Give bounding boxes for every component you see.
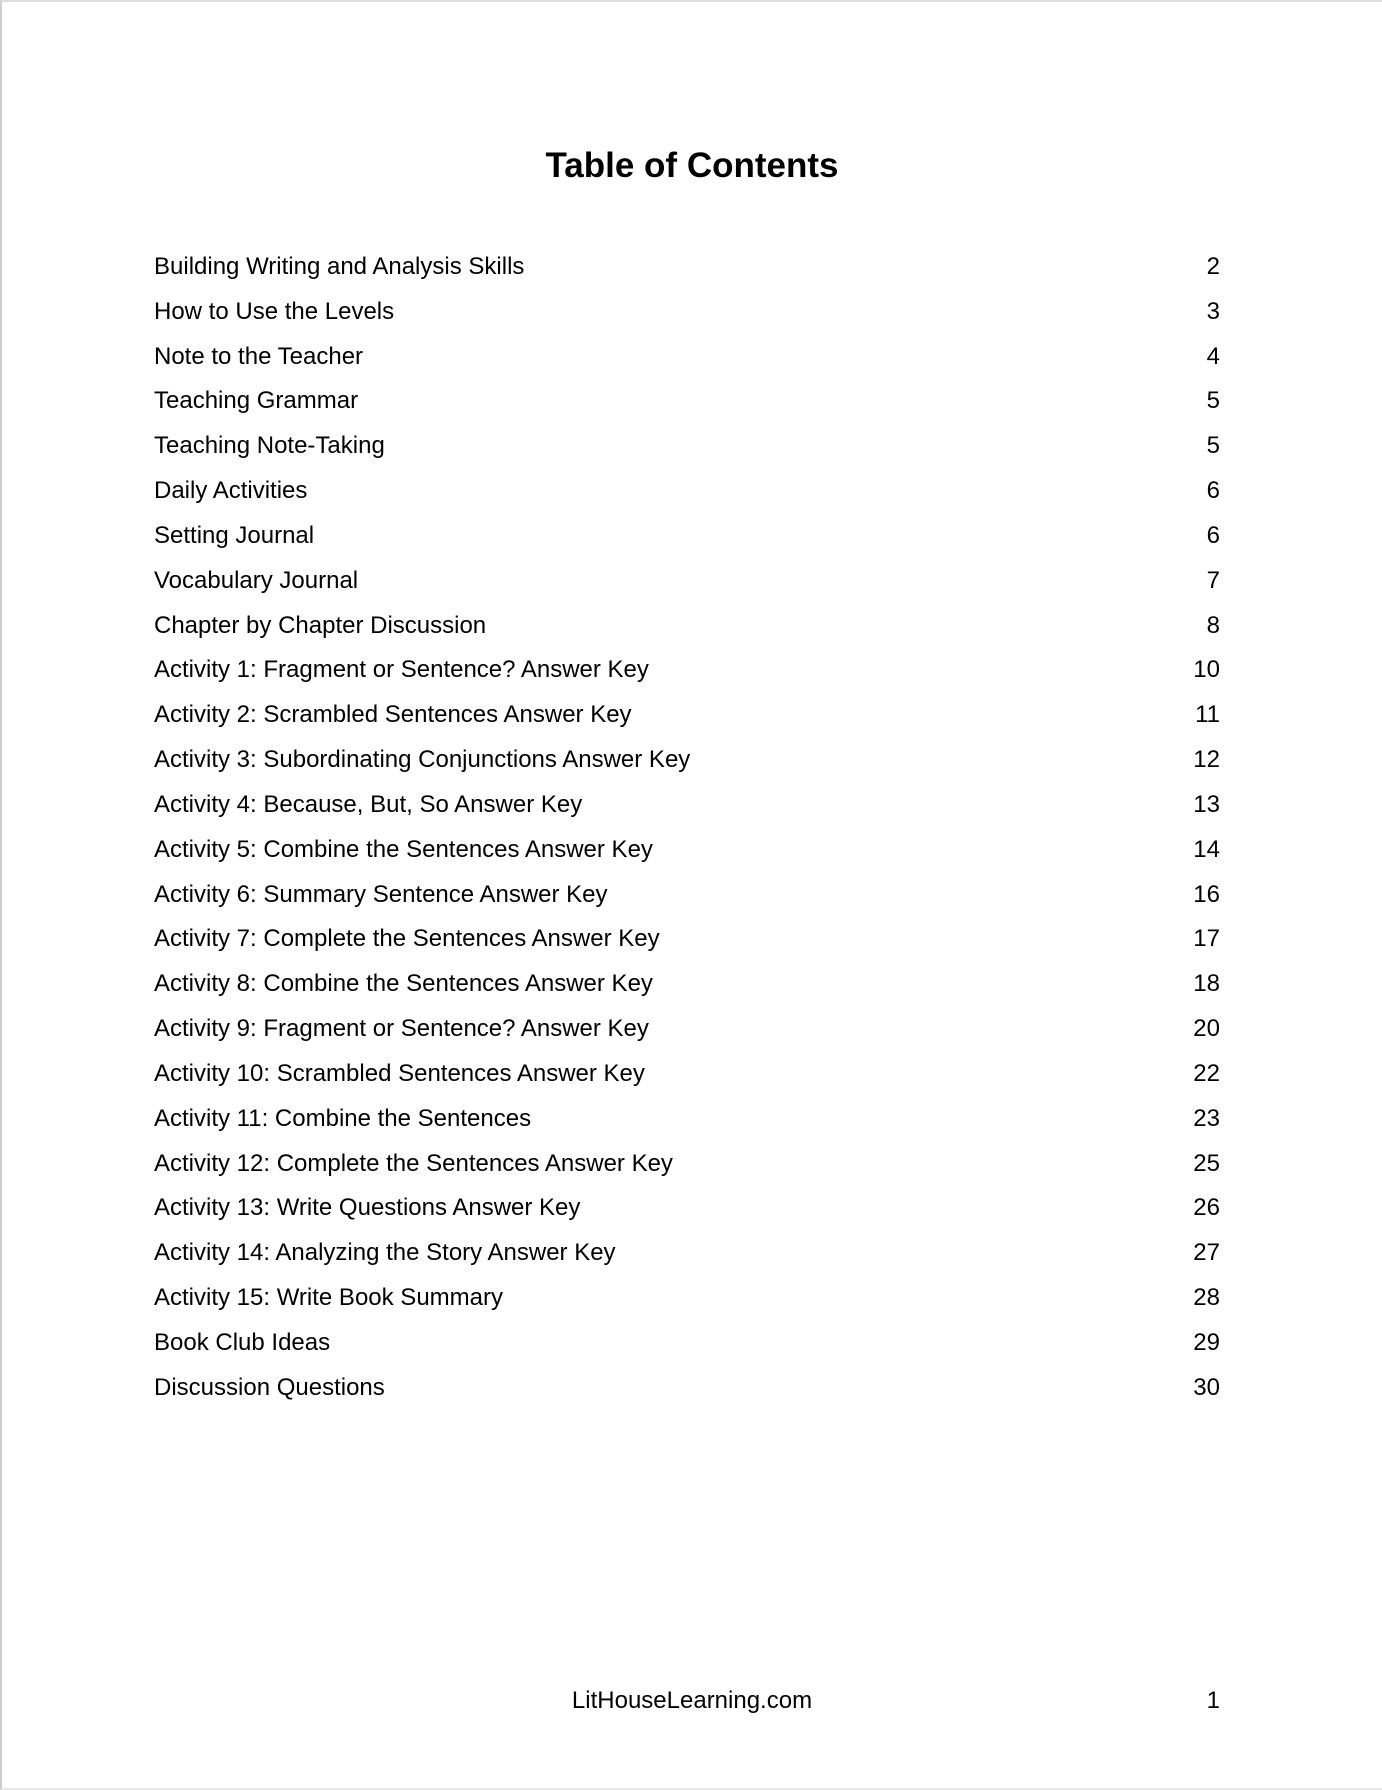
toc-entry-label: Activity 1: Fragment or Sentence? Answer Key [154, 656, 649, 684]
toc-row [154, 1193, 1220, 1238]
toc-entry-page-number: 18 [1193, 970, 1220, 998]
toc-row [154, 1283, 1220, 1328]
toc-entry-page-number: 4 [1206, 342, 1220, 370]
toc-entry-page-number: 12 [1193, 746, 1220, 774]
toc-entry-label: Vocabulary Journal [154, 566, 359, 594]
toc-row [154, 655, 1220, 700]
toc-row [154, 386, 1220, 431]
toc-entry-page-number: 27 [1193, 1239, 1220, 1267]
toc-entry-page-number: 29 [1193, 1328, 1220, 1356]
page-footer [2, 1686, 1382, 1718]
toc-row [154, 790, 1220, 835]
toc-entry-label: Activity 15: Write Book Summary [154, 1284, 503, 1312]
toc-entry-label: Note to the Teacher [154, 342, 364, 370]
toc-row [154, 1014, 1220, 1059]
toc-entry-label: Activity 10: Scrambled Sentences Answer Key [154, 1059, 645, 1087]
toc-entry-label: Activity 8: Combine the Sentences Answer Key [154, 970, 653, 998]
toc-entry-page-number: 5 [1206, 387, 1220, 415]
toc-entry-label: Activity 14: Analyzing the Story Answer Key [154, 1239, 616, 1267]
toc-entry-page-number: 14 [1193, 835, 1220, 863]
footer-page-number: 1 [1206, 1687, 1220, 1714]
toc-entry-label: Discussion Questions [154, 1373, 385, 1401]
toc-row [154, 297, 1220, 342]
toc-row [154, 521, 1220, 566]
toc-entry-page-number: 5 [1206, 432, 1220, 460]
toc-entry-page-number: 26 [1193, 1194, 1220, 1222]
toc-entry-label: How to Use the Levels [154, 297, 395, 325]
toc-row [154, 969, 1220, 1014]
toc-row [154, 476, 1220, 521]
toc-entry-page-number: 11 [1195, 701, 1220, 729]
toc-entry-label: Activity 13: Write Questions Answer Key [154, 1194, 581, 1222]
toc-entry-label: Activity 7: Complete the Sentences Answer Key [154, 925, 660, 953]
toc-row [154, 880, 1220, 925]
toc-entry-label: Daily Activities [154, 477, 308, 505]
table-of-contents [154, 252, 1220, 1418]
toc-row [154, 700, 1220, 745]
toc-entry-label: Activity 6: Summary Sentence Answer Key [154, 880, 608, 908]
toc-row [154, 1238, 1220, 1283]
toc-entry-label: Activity 4: Because, But, So Answer Key [154, 790, 583, 818]
toc-entry-label: Activity 3: Subordinating Conjunctions Answer Key [154, 746, 691, 774]
toc-entry-label: Book Club Ideas [154, 1328, 331, 1356]
toc-row [154, 252, 1220, 297]
toc-entry-page-number: 2 [1206, 253, 1220, 280]
toc-entry-page-number: 16 [1193, 880, 1220, 908]
toc-entry-page-number: 13 [1193, 790, 1220, 818]
toc-entry-page-number: 6 [1206, 521, 1220, 549]
toc-row [154, 745, 1220, 790]
toc-entry-page-number: 23 [1193, 1104, 1220, 1132]
toc-row [154, 566, 1220, 611]
toc-entry-page-number: 17 [1193, 925, 1220, 953]
toc-entry-label: Chapter by Chapter Discussion [154, 611, 487, 639]
footer-site-text: LitHouseLearning.com [571, 1687, 813, 1714]
toc-row [154, 1373, 1220, 1418]
toc-entry-page-number: 6 [1206, 477, 1220, 505]
toc-entry-label: Activity 12: Complete the Sentences Answer Key [154, 1149, 673, 1177]
toc-entry-label: Setting Journal [154, 521, 315, 549]
toc-entry-page-number: 28 [1193, 1284, 1220, 1312]
toc-entry-page-number: 3 [1206, 297, 1220, 325]
toc-entry-page-number: 7 [1206, 566, 1220, 594]
toc-row [154, 1059, 1220, 1104]
toc-entry-page-number: 8 [1206, 611, 1220, 639]
toc-entry-label: Activity 11: Combine the Sentences [154, 1104, 532, 1132]
toc-row [154, 431, 1220, 476]
toc-entry-page-number: 22 [1193, 1059, 1220, 1087]
toc-entry-label: Building Writing and Analysis Skills [154, 253, 525, 280]
toc-row [154, 611, 1220, 656]
toc-entry-label: Activity 2: Scrambled Sentences Answer Key [154, 701, 632, 729]
toc-row [154, 924, 1220, 969]
toc-entry-page-number: 20 [1193, 1015, 1220, 1043]
toc-entry-label: Teaching Grammar [154, 387, 359, 415]
toc-entry-label: Activity 9: Fragment or Sentence? Answer Key [154, 1015, 649, 1043]
toc-row [154, 1149, 1220, 1194]
toc-row [154, 1328, 1220, 1373]
toc-row [154, 835, 1220, 880]
toc-row [154, 342, 1220, 387]
toc-entry-page-number: 25 [1193, 1149, 1220, 1177]
page-title: Table of Contents [545, 146, 839, 185]
toc-entry-page-number: 10 [1193, 656, 1220, 684]
toc-entry-page-number: 30 [1193, 1373, 1220, 1401]
toc-row [154, 1104, 1220, 1149]
toc-entry-label: Activity 5: Combine the Sentences Answer Key [154, 835, 653, 863]
toc-entry-label: Teaching Note-Taking [154, 432, 385, 460]
